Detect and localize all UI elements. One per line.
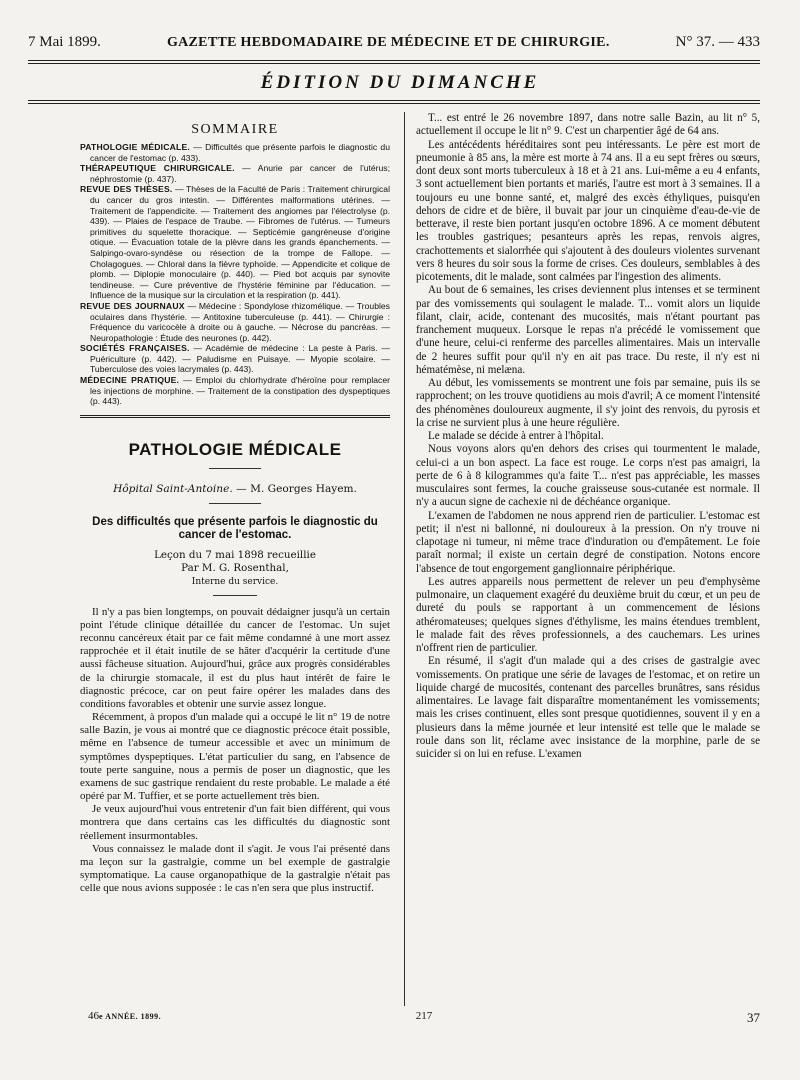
- short-rule: [209, 503, 261, 504]
- lecon-line: Leçon du 7 mai 1898 recueillie: [154, 548, 316, 561]
- article-body-left: [80, 606, 390, 895]
- journal-title: GAZETTE HEBDOMADAIRE DE MÉDECINE ET DE CHIRURGIE.: [166, 35, 610, 50]
- sommaire-list: [80, 142, 390, 407]
- left-column: [80, 112, 390, 1006]
- issue-date: 7 Mai 1899.: [28, 34, 101, 50]
- article-body-right: [416, 112, 760, 761]
- paragraph: Vous connaissez le malade dont il s'agit. Je vous l'ai présenté dans ma leçon sur la gastralgie, comme un bel exemple de gastralgie symptomatique. La cause organopathique de la gastralgie n'était pas celle que nous avions supposée : le cas n'en sera que plus instructif.: [80, 842, 390, 895]
- paragraph: Je veux aujourd'hui vous entretenir d'un fait bien différent, qui vous montrera que dans certains cas les difficultés du diagnostic sont réellement insurmontables.: [80, 803, 390, 842]
- sommaire-entry: PATHOLOGIE MÉDICALE. — Difficultés que présente parfois le diagnostic du cancer de l'estomac (p. 433).: [80, 142, 390, 163]
- sommaire-title: SOMMAIRE: [191, 122, 279, 137]
- paragraph: Au bout de 6 semaines, les crises deviennent plus intenses et se terminent par des vomissements qui soulagent le malade. T... vomit alors un liquide filant, clair, acide, contenant des mucosités, mais n'étant pourtant pas franchement muqueux. Lorsque le repas n'a précédé le vomissement que d'une heure, celui-ci renferme des parcelles alimentaires. Mais un intervalle de 2 heures suffit pour qu'il n'y en ait pas trace. Du reste, il n'y est ni hématémèse, ni melæna.: [416, 284, 760, 376]
- paragraph: Le malade se décide à entrer à l'hôpital.: [428, 430, 604, 442]
- sommaire-entry: SOCIÉTÉS FRANÇAISES. — Académie de médecine : La peste à Paris. — Puériculture (p. 442). — Paludisme en Puisaye. — Myopie scolaire. — Tuberculose des voies lacrymales (p. 443).: [80, 343, 390, 375]
- paragraph: En résumé, il s'agit d'un malade qui a des crises de gastralgie avec vomissements. On pratique une série de lavages de l'estomac, et on retire un liquide chargé de mucosités, contenant des parcelles brunâtres, sans résidus alimentaires. Le lavage fait disparaître momentanément les vomissements; mais les crises continuent, elles sont presque quotidiennes, souvent il y en a plusieurs dans la même journée et leur intensité est telle que le malade se roule dans son lit, réclame avec insistance de la morphine, parle de se suicider si on lui en refuse. L'examen: [416, 655, 760, 760]
- paragraph: Au début, les vomissements se montrent une fois par semaine, puis ils se rapprochent; on les trouve quotidiens au mois d'avril; A ce moment l'intensité des phénomènes douloureux augmente, il s'y joint des renvois, du pyrosis et la crise ne survient plus à une heure régulière.: [416, 377, 760, 429]
- header-rule: [28, 60, 760, 61]
- column-divider: [404, 112, 405, 1006]
- author-role: Interne du service.: [191, 576, 279, 587]
- sommaire-entry: REVUE DES JOURNAUX — Médecine : Spondylose rhizomélique. — Troubles oculaires dans l'hystérie. — Antitoxine tuberculeuse (p. 441). — Chirurgie : Fréquence du varicocèle à droite ou à gauche. — Nécrose du pancréas. — Neuropathologie : Étude des neurones (p. 442).: [80, 300, 390, 343]
- paragraph: Les antécédents héréditaires sont peu intéressants. Le père est mort de pneumonie à 85 ans, la mère est morte à 74 ans. Il a eu sept frères ou sœurs, dont deux sont morts tuberculeux à 18 et à 21 ans. Lui-même a eu 4 enfants, 3 sont actuellement bien portants et mariés, l'autre est mort à 3 semaines. Il a toujours eu une bonne santé, et, malgré des excès éthyliques, puisqu'en dehors de cidre et de bière, il buvait par jour un cinquième d'eau-de-vie de betterave, il reste bien portant jusqu'en octobre 1896. A ce moment débutent les troubles gastriques; pesanteurs après les repas, renvois aigres, crachottements et sialorrhée qui s'ajoutent à des douleurs violentes survenant vers 8 heures du soir sous la forme de crises. Ces douleurs, semblables à des picotements, dit le malade, sont calmées par l'ingestion des aliments.: [416, 138, 760, 283]
- paragraph: Nous voyons alors qu'en dehors des crises qui tourmentent le malade, celui-ci a un bon aspect. La face est rouge. Le corps n'est pas amaigri, la perte de 6 à 8 kilogrammes qu'a faite T... n'est pas appréciable, les masses musculaires sont fermes, la couche graisseuse sous-cutanée est normale. Il n'y a aucun signe de cachexie ni de déchéance organique.: [416, 443, 760, 509]
- short-rule: [213, 595, 257, 596]
- section-rule: [80, 417, 390, 418]
- paragraph: L'examen de l'abdomen ne nous apprend rien de particulier. L'estomac est petit; il n'est ni ballonné, ni douloureux à la pression. On n'y trouve ni clapotage ni tumeur, ni même trace d'induration ou d'empâtement. Le foie paraît normal; il existe un certain degré de constipation. Notons encore l'absence de tout engorgement ganglionnaire périphérique.: [416, 509, 760, 575]
- signature-number: 37: [747, 1010, 760, 1025]
- page-number: 217: [415, 1010, 433, 1022]
- sommaire-entry: THÉRAPEUTIQUE CHIRURGICALE. — Anurie par cancer de l'utérus; néphrostomie (p. 437).: [80, 163, 390, 184]
- issue-number: N° 37. — 433: [675, 34, 760, 50]
- paragraph: T... est entré le 26 novembre 1897, dans notre salle Bazin, au lit n° 5, actuellement il occupe le lit n° 9. C'est un charpentier âgé de 64 ans.: [416, 112, 760, 138]
- edition-title: ÉDITION DU DIMANCHE: [260, 72, 540, 93]
- section-title: PATHOLOGIE MÉDICALE: [128, 439, 342, 459]
- edition-rule: [28, 103, 760, 104]
- page-footer: [88, 1010, 760, 1028]
- short-rule: [209, 468, 261, 469]
- hospital-line: Hôpital Saint-Antoine. — M. Georges Hayem.: [113, 482, 357, 495]
- paragraph: Récemment, à propos d'un malade qui a occupé le lit n° 19 de notre salle Bazin, je vous ai montré que ce diagnostic précoce était possible, même en l'absence de tumeur accessible et avec un minimum de symptômes dyspeptiques. L'état particulier du sang, en l'absence de toute perte sanguine, nous a permis de poser un diagnostic, que les examens de suc gastrique rendaient du reste probable. Le malade a été opéré par M. Tuffier, et se porte actuellement très bien.: [80, 711, 390, 803]
- section-rule: [80, 415, 390, 416]
- header-rule: [28, 63, 760, 64]
- year-line: 46e ANNÉE. 1899.: [88, 1010, 162, 1022]
- paragraph: Il n'y a pas bien longtemps, on pouvait dédaigner jusqu'à un certain point l'étude clinique détaillée du cancer de l'estomac. Un sujet reconnu cancéreux était par ce fait même condamné à une mort assez rapprochée et il était inutile de se hâter d'acquérir la certitude d'une aussi fâcheuse situation. Aujourd'hui, grâce aux progrès considérables de la chirurgie stomacale, il est du plus haut intérêt de faire le diagnostic précoce, car on peut faire opérer les malades dans des conditions favorables et obtenir une survie assez longue.: [80, 605, 390, 710]
- paragraph: Les autres appareils nous permettent de relever un peu d'emphysème pulmonaire, un claquement exagéré du deuxième bruit du cœur, et un peu de dureté du pouls se rapportant à un commencement de lésions athéromateuses; quelques signes d'éthylisme, les mains étendues tremblent, le malade fait des rêves professionnels, a des cauchemars. Les urines n'offrent rien de particulier.: [416, 575, 760, 654]
- running-header: [28, 34, 760, 56]
- author-line: Par M. G. Rosenthal,: [181, 561, 289, 574]
- sommaire-entry: REVUE DES THÈSES. — Thèses de la Faculté de Paris : Traitement chirurgical du cancer du gros intestin. — Différentes malformations utérines. — Traitement de l'appendicite. — Traitement des angiomes par l'électrolyse (p. 439). — Plaies de l'espace de Traube. — Fibromes de l'utérus. — Tumeurs primitives du squelette thoracique. — Septicémie gangréneuse d'origine otique. — Évacuation totale de la plèvre dans les grands épanchements. — Salpingo-ovaro-syndèse ou résection de la trompe de Fallope. — Cholagogues. — Chloral dans la fièvre typhoïde. — Appendicite et colique de plomb. — Diplopie monoculaire (p. 440). — Pied bot acquis par synovite tendineuse. — Cure préventive de l'hystérie féminine par l'éducation. — Influence de la musique sur la circulation et la respiration (p. 441).: [80, 184, 390, 301]
- right-column: [416, 112, 760, 1006]
- edition-rule: [28, 100, 760, 101]
- sommaire-entry: MÉDECINE PRATIQUE. — Emploi du chlorhydrate d'héroïne pour remplacer les injections de morphine. — Traitement de la constipation des dyspeptiques (p. 443).: [80, 375, 390, 407]
- article-title: Des difficultés que présente parfois le diagnostic du cancer de l'estomac.: [92, 515, 378, 542]
